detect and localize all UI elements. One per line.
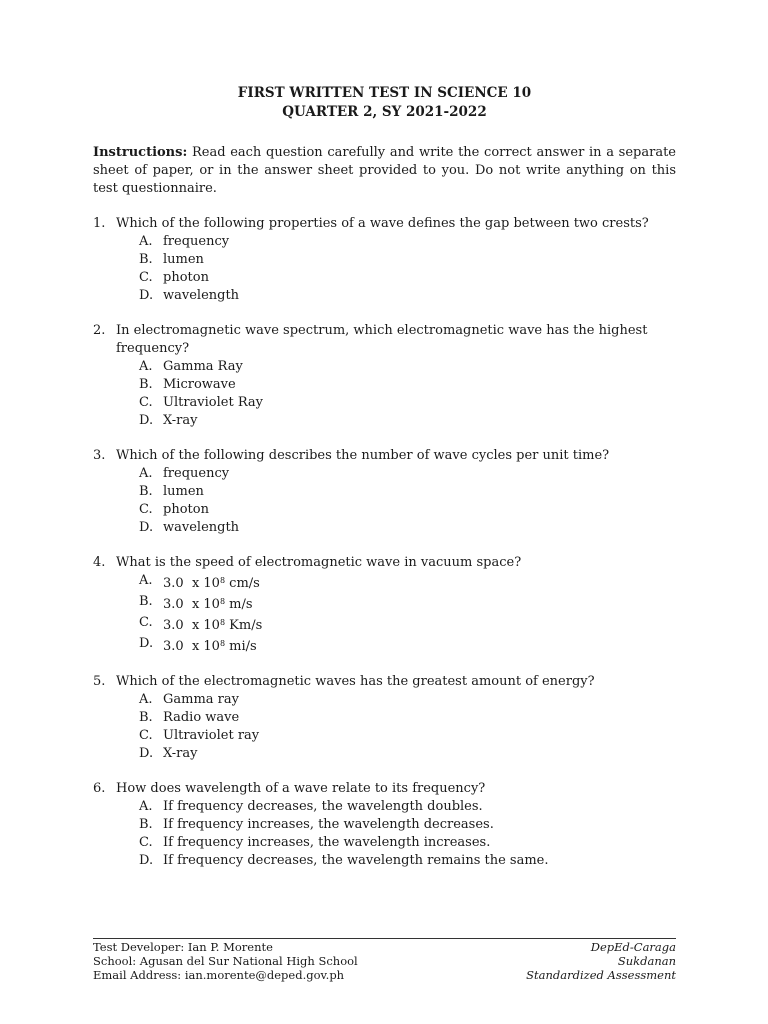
choice-letter: C. [139,728,153,743]
question-item [93,554,676,656]
choice-unit: mi/s [225,639,257,654]
answer-choice [93,635,676,656]
question-item [93,447,676,537]
answer-choice [93,251,676,269]
question-row [93,322,676,358]
question-item [93,780,676,870]
choice-letter: A. [139,466,153,481]
footer-school: School: Agusan del Sur National High School [93,954,358,968]
choice-base: 3.0 x 10 [163,576,220,591]
choice-text: Microwave [163,377,236,392]
choice-text [163,614,676,635]
choice-text: If frequency increases, the wavelength increases. [163,835,491,850]
choice-text [163,635,676,656]
choice-letter: D. [139,636,154,651]
question-number: 5. [93,674,106,689]
choice-letter: C. [139,835,153,850]
title-line-2: QUARTER 2, SY 2021-2022 [282,104,487,120]
choice-text: X-ray [163,746,198,761]
choice-exponent: 8 [219,597,226,606]
answer-choice [93,834,676,852]
answer-choice [93,412,676,430]
instructions-label: Instructions: [93,145,188,160]
answer-choice [93,269,676,287]
choice-text: If frequency decreases, the wavelength remains the same. [163,853,549,868]
choice-letter: D. [139,853,154,868]
choice-letter: A. [139,692,153,707]
choice-exponent: 8 [219,618,226,627]
choice-letter: B. [139,817,153,832]
footer-right [526,940,676,982]
question-text: In electromagnetic wave spectrum, which electromagnetic wave has the highest frequency? [116,323,648,356]
choice-unit: cm/s [225,576,260,591]
choice-text: If frequency decreases, the wavelength doubles. [163,799,483,814]
choice-letter: C. [139,615,153,630]
footer-program: Sukdanan [617,954,676,968]
question-list [93,215,676,870]
choice-letter: D. [139,288,154,303]
answer-choice [93,852,676,870]
choice-letter: B. [139,252,153,267]
choice-text: Gamma ray [163,692,239,707]
answer-choice [93,519,676,537]
choice-text: If frequency increases, the wavelength decreases. [163,817,494,832]
choice-exponent: 8 [219,639,226,648]
choice-text: Ultraviolet Ray [163,395,264,410]
choice-text: photon [163,270,209,285]
choice-text: wavelength [163,288,240,303]
choice-letter: A. [139,234,153,249]
answer-choice [93,233,676,251]
answer-choice [93,745,676,763]
question-text: Which of the electromagnetic waves has the greatest amount of energy? [116,674,595,689]
question-number: 2. [93,323,106,338]
footer-left [93,940,358,982]
question-text: Which of the following properties of a wave defines the gap between two crests? [116,216,649,231]
choice-text: lumen [163,484,204,499]
answer-choice [93,593,676,614]
question-item [93,215,676,305]
question-number: 3. [93,448,106,463]
answer-choice [93,691,676,709]
choice-text: X-ray [163,413,198,428]
question-row [93,780,676,798]
title-line-1: FIRST WRITTEN TEST IN SCIENCE 10 [237,85,532,101]
footer-assessment: Standardized Assessment [526,968,676,982]
answer-choice [93,394,676,412]
choice-exponent: 8 [219,576,226,585]
choice-base: 3.0 x 10 [163,618,220,633]
choice-text: wavelength [163,520,240,535]
choice-letter: B. [139,377,153,392]
page-title [93,84,676,122]
answer-choice [93,798,676,816]
answer-choice [93,376,676,394]
choice-letter: B. [139,710,153,725]
answer-choice [93,287,676,305]
footer-developer: Test Developer: Ian P. Morente [93,940,273,954]
choice-letter: D. [139,413,154,428]
choice-unit: Km/s [225,618,263,633]
answer-choice [93,816,676,834]
answer-choice [93,709,676,727]
question-row [93,447,676,465]
choice-text: Radio wave [163,710,240,725]
answer-choice [93,465,676,483]
choice-letter: B. [139,484,153,499]
question-text: How does wavelength of a wave relate to its frequency? [116,781,486,796]
question-number: 1. [93,216,106,231]
question-number: 4. [93,555,106,570]
choice-unit: m/s [225,597,253,612]
choice-text: frequency [163,466,230,481]
choice-letter: C. [139,395,153,410]
choice-letter: D. [139,520,154,535]
choice-text: photon [163,502,209,517]
choice-letter: C. [139,270,153,285]
question-text: What is the speed of electromagnetic wave in vacuum space? [116,555,522,570]
choice-letter: A. [139,573,153,588]
answer-choice [93,572,676,593]
choice-text [163,572,676,593]
choice-letter: A. [139,799,153,814]
choice-text: frequency [163,234,230,249]
question-item [93,673,676,763]
answer-choice [93,483,676,501]
instructions-text: Read each question carefully and write the correct answer in a separate sheet of paper, or in the answer sheet provided to you. Do not write anything on this test questionnaire. [93,145,676,196]
choice-letter: B. [139,594,153,609]
choice-letter: D. [139,746,154,761]
question-row [93,673,676,691]
question-number: 6. [93,781,106,796]
answer-choice [93,358,676,376]
question-row [93,554,676,572]
answer-choice [93,727,676,745]
question-row [93,215,676,233]
page-footer [93,938,676,982]
footer-org: DepEd-Caraga [590,940,676,954]
choice-text: lumen [163,252,204,267]
question-text: Which of the following describes the number of wave cycles per unit time? [116,448,610,463]
question-item [93,322,676,430]
choice-text: Ultraviolet ray [163,728,260,743]
choice-base: 3.0 x 10 [163,597,220,612]
choice-letter: C. [139,502,153,517]
instructions [93,144,676,198]
test-page [93,84,676,870]
choice-text [163,593,676,614]
choice-letter: A. [139,359,153,374]
choice-text: Gamma Ray [163,359,243,374]
footer-email: Email Address: ian.morente@deped.gov.ph [93,968,345,982]
choice-base: 3.0 x 10 [163,639,220,654]
answer-choice [93,614,676,635]
answer-choice [93,501,676,519]
